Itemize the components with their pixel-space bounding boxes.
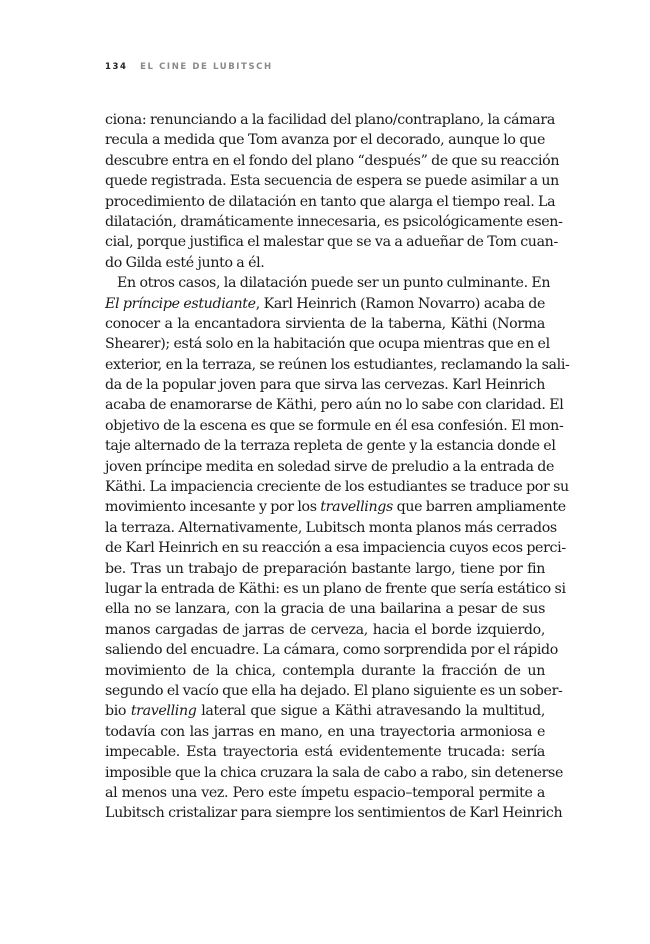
text-segment: do Gilda esté junto a él.	[105, 254, 265, 271]
text-segment: procedimiento de dilatación en tanto que alarga el tiempo real. La	[105, 193, 556, 210]
text-line	[105, 701, 545, 721]
text-line	[105, 212, 563, 232]
text-segment: manos cargadas de jarras de cerveza, hacia el borde izquierdo,	[105, 621, 545, 638]
text-segment: todavía con las jarras en mano, en una trayectoria armoniosa e	[105, 723, 545, 740]
text-segment: , Karl Heinrich (Ramon Novarro) acaba de	[255, 295, 545, 312]
text-line	[105, 763, 564, 783]
text-line	[105, 579, 566, 599]
text-segment: exterior, en la terraza, se reúnen los estudiantes, reclamando la sali-	[105, 356, 570, 373]
text-segment: descubre entra en el fondo del plano “después” de que su reacción	[105, 152, 560, 169]
text-segment: conocer a la encantadora sirvienta de la taberna, Käthi (Norma	[105, 315, 545, 332]
text-segment: imposible que la chica cruzara la sala de cabo a rabo, sin detenerse	[105, 764, 564, 781]
text-segment: objetivo de la escena es que se formule en él esa confesión. El mon-	[105, 417, 564, 434]
text-line	[105, 334, 550, 354]
text-segment: joven príncipe medita en soledad sirve de preludio a la entrada de	[105, 458, 555, 475]
text-line	[105, 803, 563, 823]
text-segment: lugar la entrada de Käthi: es un plano de frente que sería estático si	[105, 580, 566, 597]
text-segment: movimiento de la chica, contempla durante la fracción de un	[105, 662, 545, 679]
paragraph	[105, 273, 570, 824]
text-line	[105, 273, 551, 293]
text-line	[105, 681, 563, 701]
italic-title: travellings	[320, 499, 393, 516]
text-segment: da de la popular joven para que sirva las cervezas. Karl Heinrich	[105, 377, 545, 394]
text-line	[105, 783, 545, 803]
text-line	[105, 457, 555, 477]
text-segment: movimiento incesante y por los	[105, 499, 321, 516]
text-segment: En otros casos, la dilatación puede ser un punto culminante. En	[117, 275, 551, 292]
text-line	[105, 538, 566, 558]
text-line	[105, 171, 559, 191]
text-line	[105, 314, 545, 334]
text-line	[105, 518, 557, 538]
text-line	[105, 110, 555, 130]
text-line	[105, 477, 569, 497]
text-segment: dilatación, dramáticamente innecesaria, es psicológicamente esen-	[105, 213, 563, 230]
text-segment: segundo el vacío que ella ha dejado. El plano siguiente es un sober-	[105, 682, 563, 699]
text-line	[105, 599, 545, 619]
text-segment: impecable. Esta trayectoria está evidentemente trucada: sería	[105, 744, 545, 761]
text-segment: bio	[105, 703, 131, 720]
text-line	[105, 436, 556, 456]
text-line	[105, 192, 556, 212]
text-line	[105, 559, 545, 579]
body-text	[105, 110, 570, 824]
text-segment: cial, porque justifica el malestar que se va a adueñar de Tom cuan-	[105, 234, 558, 251]
italic-title: El príncipe estudiante	[105, 295, 256, 312]
text-segment: al menos una vez. Pero este ímpetu espacio–temporal permite a	[105, 784, 545, 801]
text-segment: Käthi. La impaciencia creciente de los estudiantes se traduce por su	[105, 479, 569, 496]
text-segment: lateral que sigue a Käthi atravesando la multitud,	[196, 703, 545, 720]
text-line	[105, 497, 566, 517]
text-line	[105, 640, 558, 660]
italic-title: travelling	[130, 703, 197, 720]
text-line	[105, 416, 564, 436]
text-line	[105, 294, 545, 314]
text-line	[105, 151, 560, 171]
page-number: 134	[105, 62, 128, 72]
text-segment: de Karl Heinrich en su reacción a esa impaciencia cuyos ecos perci-	[105, 540, 566, 557]
text-line	[105, 722, 545, 742]
text-line	[105, 355, 570, 375]
text-segment: la terraza. Alternativamente, Lubitsch monta planos más cerrados	[105, 519, 557, 536]
text-line	[105, 130, 545, 150]
text-segment: be. Tras un trabajo de preparación bastante largo, tiene por fin	[105, 560, 545, 577]
text-segment: quede registrada. Esta secuencia de espera se puede asimilar a un	[105, 173, 559, 190]
text-line	[105, 395, 564, 415]
text-line	[105, 620, 545, 640]
text-segment: ella no se lanzara, con la gracia de una bailarina a pesar de sus	[105, 601, 545, 618]
running-title: EL CINE DE LUBITSCH	[140, 62, 273, 72]
text-line	[105, 375, 545, 395]
text-line	[105, 742, 545, 762]
text-segment: saliendo del encuadre. La cámara, como sorprendida por el rápido	[105, 642, 558, 659]
text-segment: Shearer); está solo en la habitación que ocupa mientras que en el	[105, 336, 550, 353]
running-header	[105, 62, 273, 72]
text-segment: que barren ampliamente	[392, 499, 566, 516]
text-line	[105, 253, 545, 273]
text-line	[105, 661, 545, 681]
text-segment: Lubitsch cristalizar para siempre los sentimientos de Karl Heinrich	[105, 805, 563, 822]
text-line	[105, 232, 558, 252]
text-segment: taje alternado de la terraza repleta de gente y la estancia donde el	[105, 438, 556, 455]
paragraph	[105, 110, 563, 273]
text-segment: acaba de enamorarse de Käthi, pero aún no lo sabe con claridad. El	[105, 397, 564, 414]
text-segment: recula a medida que Tom avanza por el decorado, aunque lo que	[105, 132, 545, 149]
text-segment: ciona: renunciando a la facilidad del plano/contraplano, la cámara	[105, 112, 555, 128]
